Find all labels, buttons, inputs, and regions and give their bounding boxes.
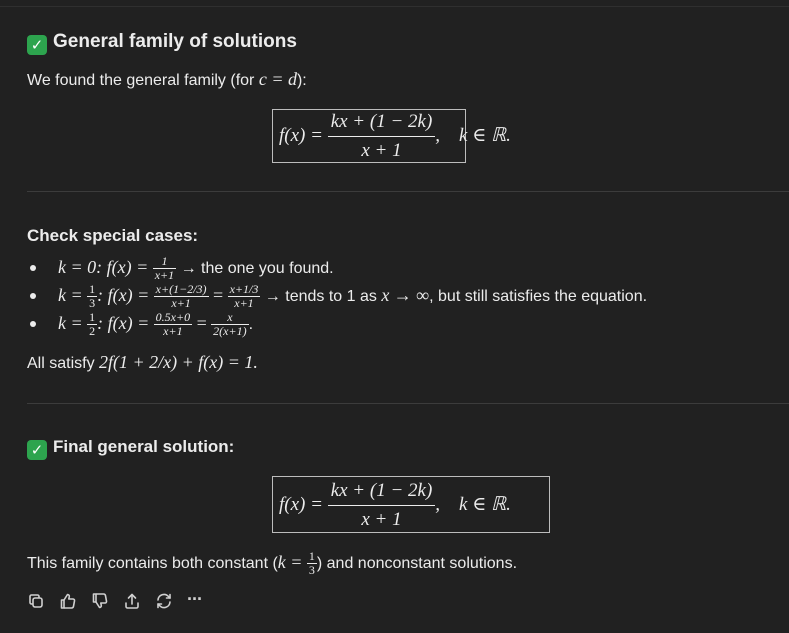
case3-cond: k = [58, 313, 83, 333]
section-heading-final-solution [27, 437, 234, 460]
copy-icon[interactable] [27, 592, 45, 610]
case-k-one-half [58, 311, 253, 338]
case3-fraction-2 [211, 311, 248, 338]
all-satisfy-text: All satisfy [27, 355, 100, 372]
case2-num1: x+(1−2/3) [155, 282, 207, 297]
case2-den2: x+1 [234, 296, 254, 311]
formula-1-numerator: kx + (1 − 2k) [328, 111, 436, 137]
top-divider [0, 6, 789, 7]
case3-fraction-1 [154, 311, 192, 338]
bullet [30, 293, 36, 299]
case2-limit: x → ∞ [381, 285, 430, 305]
heading-text: Final general solution: [53, 437, 235, 456]
case3-eq: = [196, 313, 207, 333]
heading-text: General family of solutions [53, 31, 297, 52]
case1-comment: → the one you found. [176, 260, 334, 277]
summary-fraction [307, 550, 317, 577]
formula-2-fraction [328, 480, 436, 531]
case2-cond: k = [58, 285, 83, 305]
case2-num2: x+1/3 [229, 282, 259, 297]
summary-cond: k = [277, 552, 303, 572]
formula-2 [279, 480, 511, 531]
case3-den2: 2(x+1) [213, 324, 247, 339]
case3-cond-den: 2 [89, 324, 96, 339]
case3-num2: x [211, 311, 248, 325]
formula-1-fraction [328, 111, 436, 162]
formula-2-numerator: kx + (1 − 2k) [328, 480, 436, 506]
case2-cond-num: 1 [89, 282, 96, 297]
case2-cond-den: 3 [89, 296, 96, 311]
check-mark-icon: ✓ [27, 35, 47, 55]
case2-comment2: , but still satisfies the equation. [429, 288, 648, 305]
share-icon[interactable] [123, 592, 141, 610]
case2-comment1: → tends to 1 as [260, 288, 382, 305]
formula-2-denominator: x + 1 [361, 509, 402, 530]
section-divider [27, 191, 789, 192]
summary-den: 3 [308, 563, 315, 578]
bullet [30, 265, 36, 271]
regenerate-icon[interactable] [155, 592, 173, 610]
check-mark-icon: ✓ [27, 440, 47, 460]
summary-start: This family contains both constant ( [27, 555, 278, 572]
case-k-0 [58, 255, 334, 282]
case1-cond: k = 0 [58, 257, 97, 277]
section-heading-general-family [27, 31, 297, 55]
intro-text: We found the general family (for [27, 72, 259, 89]
case3-end: . [248, 316, 254, 333]
intro-line [27, 69, 307, 90]
case2-fraction-2 [228, 283, 261, 310]
intro-end: ): [296, 72, 307, 89]
intro-math: c = d [258, 69, 297, 89]
thumbs-up-icon[interactable] [59, 592, 77, 610]
summary-end: ) and nonconstant solutions. [316, 555, 518, 572]
summary-num: 1 [308, 549, 315, 564]
all-satisfy-math: 2f(1 + 2/x) + f(x) = 1. [99, 352, 258, 372]
formula-1-denominator: x + 1 [361, 140, 402, 161]
case2-cond-fraction [87, 283, 97, 310]
case2-lhs: : f(x) = [97, 285, 150, 305]
section-heading-special-cases: Check special cases: [27, 226, 199, 245]
case3-num1: 0.5x+0 [155, 310, 191, 325]
case1-lhs: : f(x) = [96, 257, 149, 277]
more-icon[interactable]: ··· [187, 589, 202, 609]
case1-fraction [153, 255, 176, 282]
case-k-one-third [58, 283, 647, 310]
formula-1 [279, 111, 511, 162]
formula-2-lhs: f(x) = [279, 493, 323, 515]
thumbs-down-icon[interactable] [91, 592, 109, 610]
case1-den: x+1 [154, 268, 175, 283]
section-divider [27, 403, 789, 404]
bullet [30, 321, 36, 327]
case3-lhs: : f(x) = [97, 313, 150, 333]
case2-fraction-1 [154, 283, 209, 310]
summary-line [27, 549, 517, 577]
formula-1-lhs: f(x) = [279, 124, 323, 146]
case2-den1: x+1 [171, 296, 191, 311]
all-satisfy-line [27, 352, 258, 373]
formula-2-tail: , k ∈ ℝ. [435, 493, 511, 515]
case1-num: 1 [153, 255, 176, 269]
case3-cond-fraction [87, 311, 97, 338]
formula-1-tail: , k ∈ ℝ. [435, 124, 511, 146]
case3-cond-num: 1 [89, 310, 96, 325]
case2-eq: = [212, 285, 224, 305]
case3-den1: x+1 [163, 324, 183, 339]
